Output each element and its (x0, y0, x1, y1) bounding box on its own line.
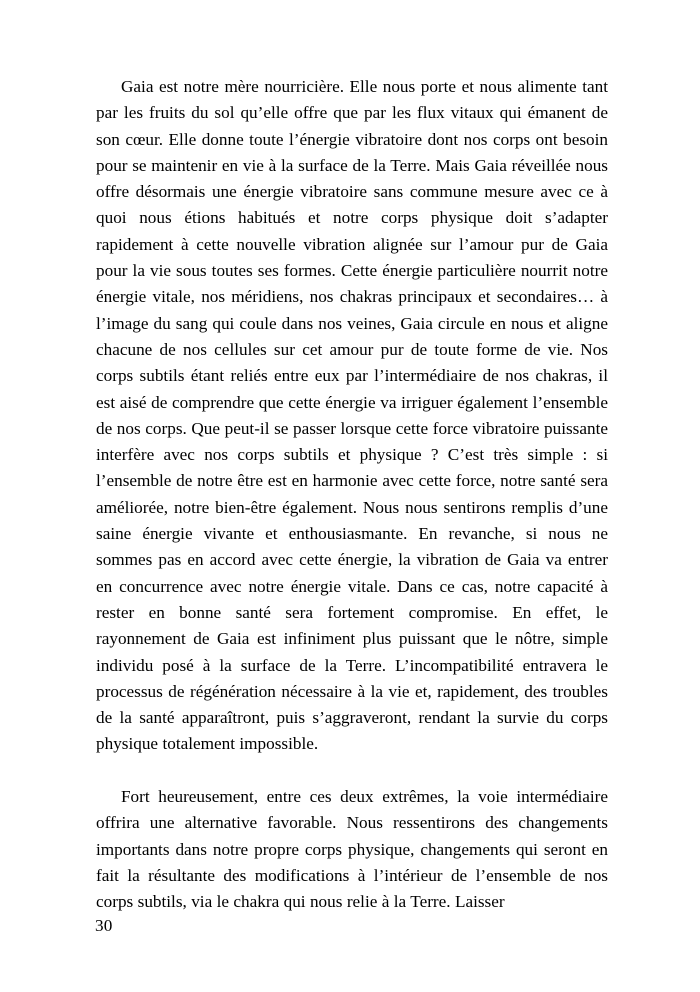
page-number: 30 (95, 916, 113, 935)
body-paragraph-1: Gaia est notre mère nourricière. Elle nous porte et nous alimente tant par les fruits du sol qu’elle offre que par les flux vitaux qui émanent de son cœur. Elle donne toute l’énergie vibratoire dont nos corps ont besoin pour se maintenir en vie à la surface de la Terre. Mais Gaia réveillée nous offre désormais une énergie vibratoire sans commune mesure avec ce à quoi nous étions habitués et notre corps physique doit s’adapter rapidement à cette nouvelle vibration alignée sur l’amour pur de Gaia pour la vie sous toutes ses formes. Cette énergie particulière nourrit notre énergie vitale, nos méridiens, nos chakras principaux et secondaires… à l’image du sang qui coule dans nos veines, Gaia circule en nous et aligne chacune de nos cellules sur cet amour pur de toute forme de vie. Nos corps subtils étant reliés entre eux par l’intermédiaire de nos chakras, il est aisé de comprendre que cette énergie va irriguer également l’ensemble de nos corps. Que peut-il se passer lorsque cette force vibratoire puissante interfère avec nos corps subtils et physique ? C’est très simple : si l’ensemble de notre être est en harmonie avec cette force, notre santé sera améliorée, notre bien-être également. Nous nous sentirons remplis d’une saine énergie vivante et enthousiasmante. En revanche, si nous ne sommes pas en accord avec cette énergie, la vibration de Gaia va entrer en concurrence avec notre énergie vitale. Dans ce cas, notre capacité à rester en bonne santé sera fortement compromise. En effet, le rayonnement de Gaia est infiniment plus puissant que le nôtre, simple individu posé à la surface de la Terre. L’incompatibilité entravera le processus de régénération nécessaire à la vie et, rapidement, des troubles de la santé apparaîtront, puis s’aggraveront, rendant la survie du corps physique totalement impossible. (96, 77, 608, 754)
body-paragraph-2: Fort heureusement, entre ces deux extrêmes, la voie intermédiaire offrira une alternative favorable. Nous ressentirons des changements importants dans notre propre corps physique, changements qui seront en fait la résultante des modifications à l’intérieur de l’ensemble de nos corps subtils, via le chakra qui nous relie à la Terre. Laisser (96, 787, 608, 912)
page-text-block (96, 74, 608, 916)
